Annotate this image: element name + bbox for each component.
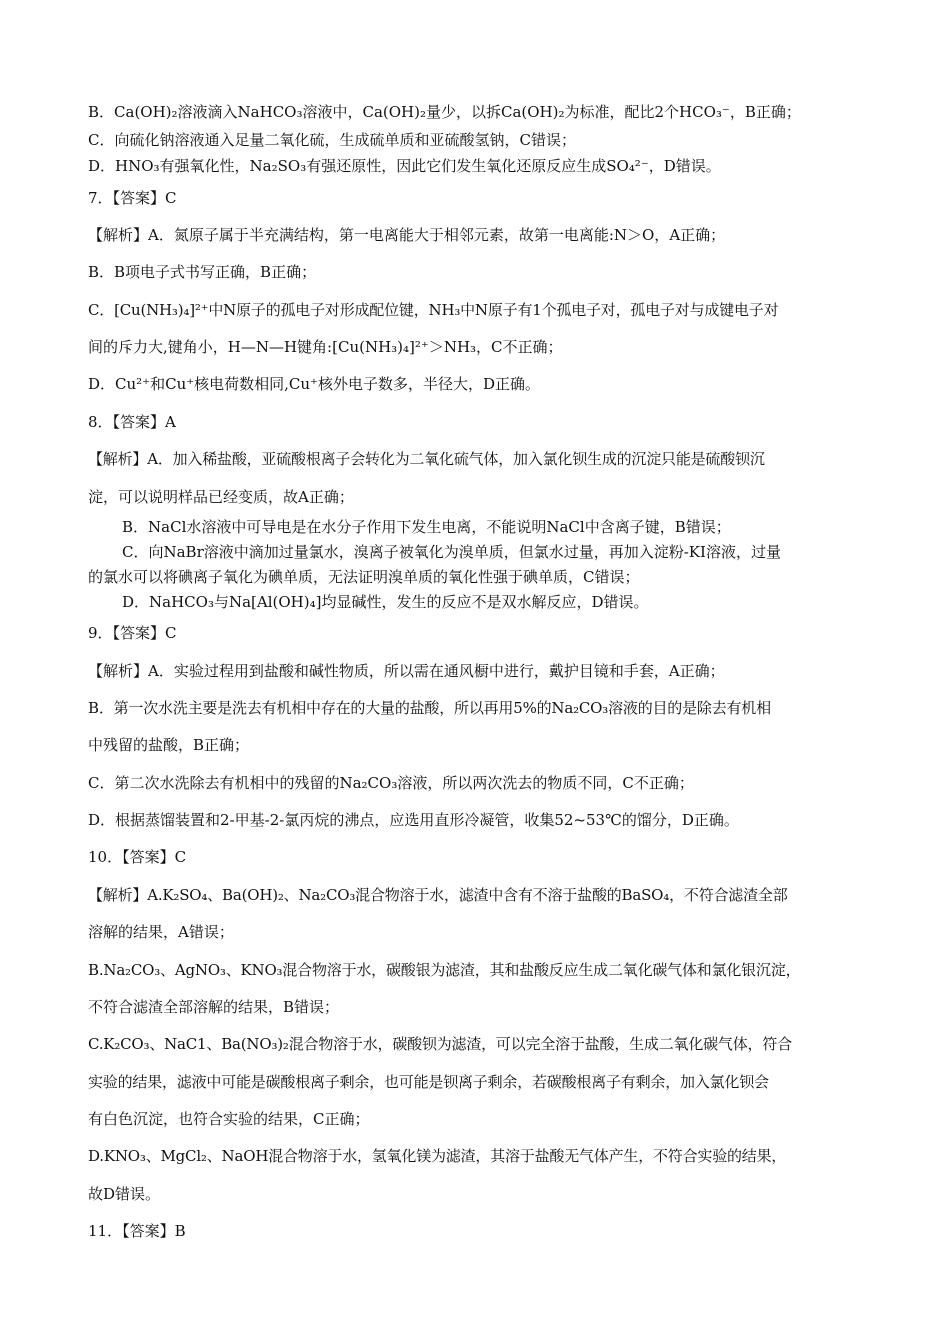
answer-heading: 7．【答案】C <box>88 189 177 207</box>
answer-heading: 11．【答案】B <box>88 1222 186 1240</box>
text-line: 故D错误。 <box>88 1185 161 1203</box>
text-line: 【解析】A．实验过程用到盐酸和碱性物质，所以需在通风橱中进行，戴护目镜和手套，A正确； <box>88 662 725 680</box>
text-line: 不符合滤渣全部溶解的结果，B错误； <box>88 998 340 1016</box>
text-line: B．Ca(OH)₂溶液滴入NaHCO₃溶液中，Ca(OH)₂量少，以拆Ca(OH)₂为标准，配比2个HCO₃⁻，B正确； <box>88 103 801 121</box>
text-line: 淀，可以说明样品已经变质，故A正确； <box>88 488 354 506</box>
text-line: 溶解的结果，A错误； <box>88 923 234 941</box>
text-line: D．HNO₃有强氧化性，Na₂SO₃有强还原性，因此它们发生氧化还原反应生成SO₄²⁻，D错误。 <box>88 157 721 175</box>
text-line: D．Cu²⁺和Cu⁺核电荷数相同,Cu⁺核外电子数多，半径大，D正确。 <box>88 375 541 393</box>
text-line: 【解析】A．氮原子属于半充满结构，第一电离能大于相邻元素，故第一电离能:N＞O，A正确； <box>88 226 726 244</box>
text-line: 中残留的盐酸，B正确； <box>88 736 250 754</box>
text-line: B．B项电子式书写正确，B正确； <box>88 263 317 281</box>
text-line: D.KNO₃、MgCl₂、NaOH混合物溶于水，氢氧化镁为滤渣，其溶于盐酸无气体产生，不符合实验的结果， <box>88 1147 787 1165</box>
text-line: 间的斥力大,键角小，H—N—H键角:[Cu(NH₃)₄]²⁺＞NH₃，C不正确； <box>88 338 563 356</box>
text-line: 【解析】A．加入稀盐酸，亚硫酸根离子会转化为二氧化硫气体，加入氯化钡生成的沉淀只能是硫酸钡沉 <box>88 450 765 468</box>
answer-heading: 10．【答案】C <box>88 848 187 866</box>
text-line: B．NaCl水溶液中可导电是在水分子作用下发生电离，不能说明NaCl中含离子键，B错误； <box>122 518 731 536</box>
text-line: C．向硫化钠溶液通入足量二氧化硫，生成硫单质和亚硫酸氢钠，C错误； <box>88 131 576 149</box>
text-line: D．根据蒸馏装置和2-甲基-2-氯丙烷的沸点，应选用直形冷凝管，收集52~53℃的馏分，D正确。 <box>88 811 739 829</box>
text-line: 实验的结果，滤液中可能是碳酸根离子剩余，也可能是钡离子剩余，若碳酸根离子有剩余，加入氯化钡会 <box>88 1073 769 1091</box>
text-line: C.K₂CO₃、NaC1、Ba(NO₃)₂混合物溶于水，碳酸钡为滤渣，可以完全溶于盐酸，生成二氧化碳气体，符合 <box>88 1035 792 1053</box>
answer-heading: 9．【答案】C <box>88 624 177 642</box>
text-line: B．第一次水洗主要是洗去有机相中存在的大量的盐酸，所以再用5%的Na₂CO₃溶液的目的是除去有机相 <box>88 699 771 717</box>
text-line: C．第二次水洗除去有机相中的残留的Na₂CO₃溶液，所以两次洗去的物质不同，C不正确； <box>88 774 694 792</box>
text-line: D．NaHCO₃与Na[Al(OH)₄]均显碱性，发生的反应不是双水解反应，D错误。 <box>122 593 649 611</box>
text-line: C．向NaBr溶液中滴加过量氯水，溴离子被氧化为溴单质，但氯水过量，再加入淀粉-KI溶液，过量 <box>122 543 781 561</box>
text-line: 有白色沉淀，也符合实验的结果，C正确； <box>88 1110 370 1128</box>
text-line: C．[Cu(NH₃)₄]²⁺中N原子的孤电子对形成配位键，NH₃中N原子有1个孤电子对，孤电子对与成键电子对 <box>88 301 779 319</box>
answer-heading: 8．【答案】A <box>88 413 176 431</box>
text-line: 的氯水可以将碘离子氧化为碘单质，无法证明溴单质的氧化性强于碘单质，C错误； <box>88 568 640 586</box>
text-line: B.Na₂CO₃、AgNO₃、KNO₃混合物溶于水，碳酸银为滤渣，其和盐酸反应生成二氧化碳气体和氯化银沉淀， <box>88 961 801 979</box>
text-line: 【解析】A.K₂SO₄、Ba(OH)₂、Na₂CO₃混合物溶于水，滤渣中含有不溶于盐酸的BaSO₄，不符合滤渣全部 <box>88 886 788 904</box>
